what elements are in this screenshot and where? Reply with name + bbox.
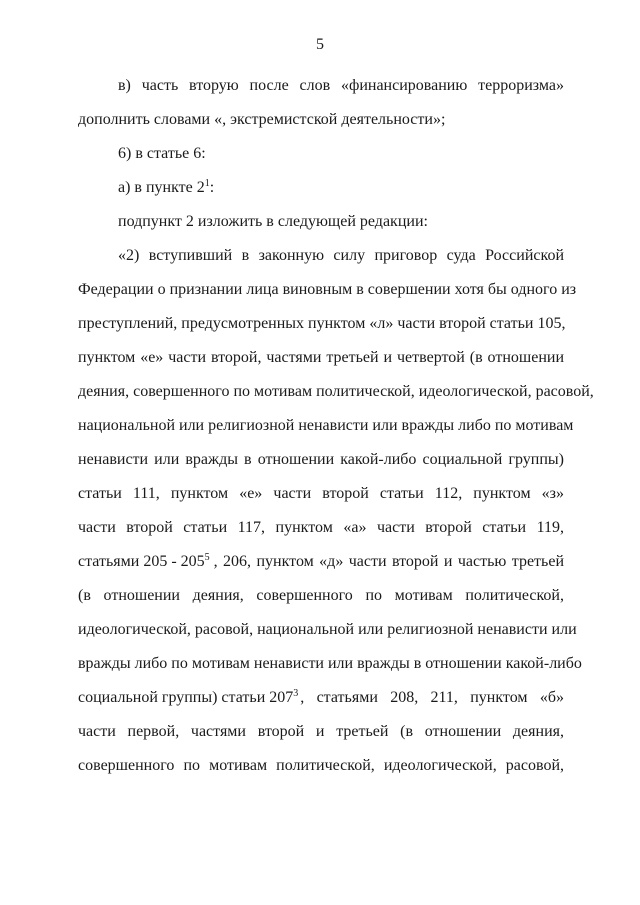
text-line [78,552,564,572]
text-fragment: : [209,179,215,196]
text-line: статьи 111, пунктом «е» части второй статьи 112, пунктом «з» [78,485,564,502]
text-line: части второй статьи 117, пунктом «а» части второй статьи 119, [78,519,564,536]
text-line [78,688,564,708]
superscript: 5 [204,552,210,563]
text-line: «2) вступивший в законную силу приговор суда Российской [118,247,564,264]
text-line: ненависти или вражды в отношении какой-либо социальной группы) [78,451,564,468]
text-line: совершенного по мотивам политической, идеологической, расовой, [78,757,564,774]
text-fragment: статьями $205 - 205^5$ [78,552,210,570]
text-line: (в отношении деяния, совершенного по мотивам политической, [78,587,564,604]
text-line: вражды либо по мотивам ненависти или вражды в отношении какой-либо [78,655,582,672]
page-number: 5 [316,36,324,53]
text-line: подпункт 2 изложить в следующей редакции: [118,213,428,230]
text-line: деяния, совершенного по мотивам политической, идеологической, расовой, [78,383,594,400]
text-line: пунктом «е» части второй, частями третьей и четвертой (в отношении [78,349,564,366]
text-line: идеологической, расовой, национальной или религиозной ненависти или [78,621,577,638]
text-line: национальной или религиозной ненависти или вражды либо по мотивам [78,417,574,434]
text-line [118,178,564,198]
text-line: дополнить словами «, экстремистской деятельности»; [78,111,446,128]
text-line: 6) в статье 6: [118,145,206,162]
text-line: части первой, частями второй и третьей (в отношении деяния, [78,723,564,740]
superscript: 1 [204,178,210,189]
superscript: 3 [293,688,299,699]
text-fragment: социальной группы) статьи $207^3$ [78,688,299,706]
text-fragment: а) в пункте 2 [118,179,205,196]
text-line: Федерации о признании лица виновным в совершении хотя бы одного из [78,281,577,298]
text-fragment: , 206, пунктом «д» части второй и частью третьей [213,553,564,570]
text-line: преступлений, предусмотренных пунктом «л» части второй статьи 105, [78,315,566,332]
text-fragment: , статьями 208, 211, пунктом «б» [300,689,564,706]
text-line: в) часть вторую после слов «финансированию терроризма» [118,77,564,94]
